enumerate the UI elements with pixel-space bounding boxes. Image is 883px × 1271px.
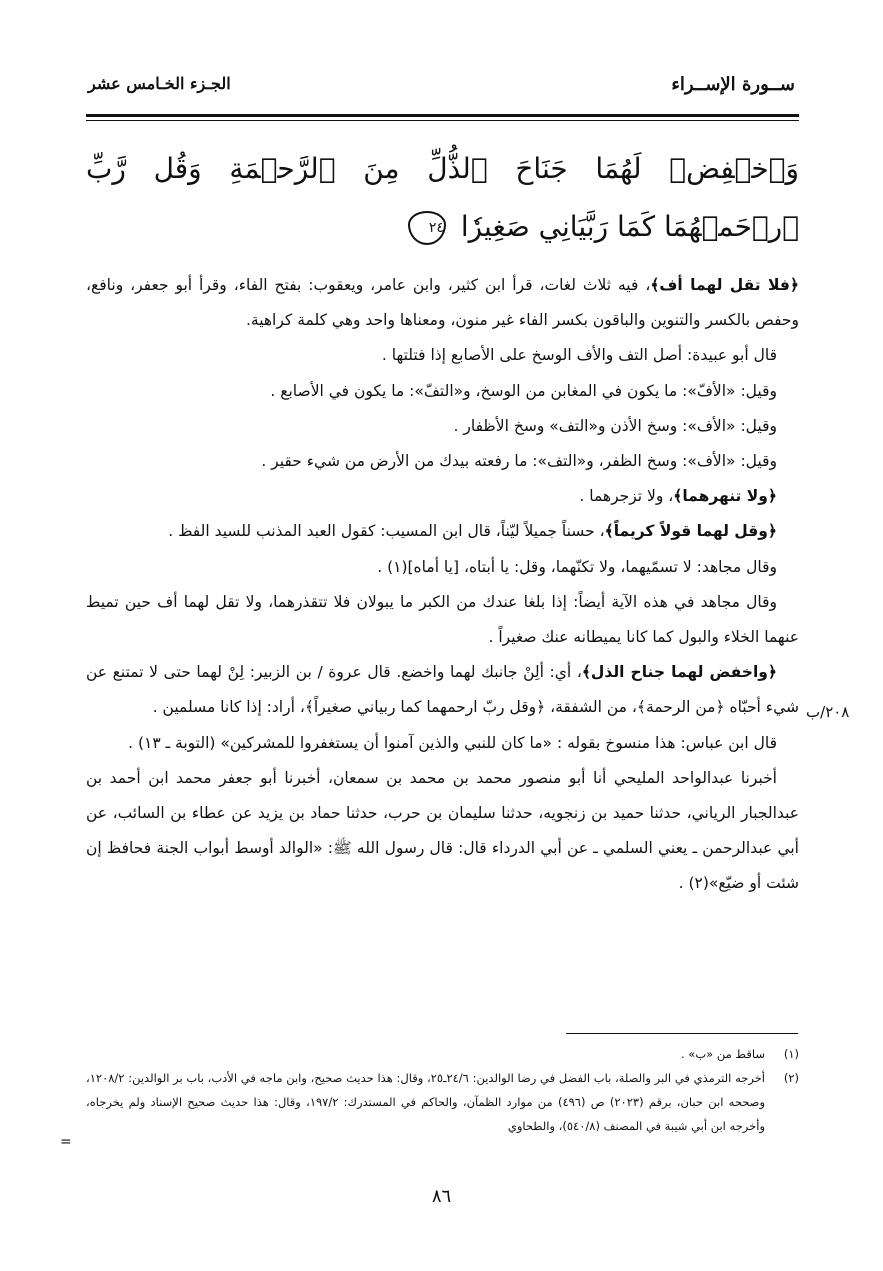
paragraph-text: قال أبو عبيدة: أصل التف والأف الوسخ على الأصابع إذا فتلتها . [381, 346, 777, 365]
paragraph-text: وقال مجاهد في هذه الآية أيضاً: إذا بلغا عندك من الكبر ما يبولان فلا تتقذرهما، ولا تقل لهما أف حين تميط عنهما الخلاء والبول كما كانا يميطانه عنك صغيراً . [86, 592, 799, 647]
paragraph-text: ، أي: ألِنْ جانبك لهما واخضع. قال عروة / بن الزبير: لِنْ لهما حتى لا تمتنع عن شيء أحبّاه ﴿من الرحمة﴾، من الشفقة، ﴿وقل ربّ ارحمهما كما ربياني صغيراً﴾، أراد: إذا كانا مسلمين . [86, 663, 799, 717]
paragraph [86, 409, 799, 444]
footnote [86, 1042, 799, 1066]
quoted-verse: ﴿وقل لهما قولاً كريماً﴾ [604, 522, 777, 541]
paragraph [86, 479, 799, 514]
quoted-verse: ﴿فلا تقل لهما أف﴾ [650, 276, 799, 294]
footnote-continuation-mark: = [60, 1134, 72, 1150]
footnote [86, 1066, 799, 1138]
paragraph-text: وقيل: «الأف»: وسخ الأذن و«التف» وسخ الأظفار . [453, 416, 777, 435]
header-rule-thin [86, 120, 799, 121]
paragraph [86, 338, 799, 373]
footnotes [86, 1042, 799, 1138]
footnote-number: (١) [783, 1047, 799, 1061]
verse-text: وَٱخۡفِضۡ لَهُمَا جَنَاحَ ٱلذُّلِّ مِنَ ٱلرَّحۡمَةِ وَقُل رَّبِّ ٱرۡحَمۡهُمَا كَمَا رَبَّيَانِي صَغِيرٗا [86, 152, 799, 243]
page-number: ٨٦ [431, 1186, 452, 1207]
running-header-juz: الجـزء الخـامس عشر [88, 74, 231, 93]
paragraph-text: قال ابن عباس: هذا منسوخ بقوله : «ما كان للنبي والذين آمنوا أن يستغفروا للمشركين» (التوبة ـ ١٣) . [128, 733, 777, 752]
footnote-rule [566, 1033, 798, 1034]
paragraph [86, 514, 799, 549]
quoted-verse: ﴿واخفض لهما جناح الذل﴾ [581, 663, 777, 682]
paragraph [86, 655, 799, 725]
paragraph [86, 444, 799, 479]
paragraph-text: وقيل: «الأف»: وسخ الظفر، و«التف»: ما رفعته بيدك من الأرض من شيء حقير . [261, 452, 777, 471]
paragraph-text: ، ولا تزجرهما . [579, 487, 674, 506]
quran-verse [86, 140, 799, 256]
footnote-text: ساقط من «ب» . [681, 1047, 765, 1061]
running-header-surah: ســورة الإســراء [671, 74, 795, 95]
quoted-verse: ﴿ولا تنهرهما﴾ [673, 487, 777, 506]
header-rule [86, 114, 799, 117]
paragraph-text: ، حسناً جميلاً ليّناً، قال ابن المسيب: كقول العبد المذنب للسيد الفظ . [168, 522, 605, 541]
paragraph [86, 761, 799, 902]
paragraph [86, 726, 799, 761]
ayah-number-marker: ٢٤ [408, 211, 446, 245]
paragraph-text: وقيل: «الأفّ»: ما يكون في المغابن من الوسخ، و«التفّ»: ما يكون في الأصابع . [270, 381, 777, 400]
manuscript-folio-note: ٢٠٨/ب [806, 703, 850, 721]
paragraph [86, 550, 799, 585]
paragraph [86, 268, 799, 338]
paragraph [86, 585, 799, 655]
paragraph-text: وقال مجاهد: لا تسمّيهما، ولا تكنّهما، وقل: يا أبتاه، [يا أماه](١) . [377, 557, 777, 576]
footnote-number: (٢) [783, 1071, 799, 1085]
footnote-text: أخرجه الترمذي في البر والصلة، باب الفضل في رضا الوالدين: ٢٤/٦ـ٢٥، وقال: هذا حديث صحيح، وابن ماجه في الأدب، باب بر الوالدين: ١٢٠٨/٢، وصححه ابن حبان، برقم (٢٠٢٣) ص (٤٩٦) من موارد الظمآن، والحاكم في المستدرك: ١٩٧/٢، وقال: هذا حديث صحيح الإسناد ولم يخرجاه، وأخرجه ابن أبي شيبة في المصنف (٥٤٠/٨)، والطحاوي [86, 1071, 766, 1133]
paragraph-text: ، فيه ثلاث لغات، قرأ ابن كثير، وابن عامر، ويعقوب: بفتح الفاء، وقرأ أبو جعفر، ونافع، وحفص بالكسر والتنوين والباقون بكسر الفاء غير منون، ومعناها واحد وهي كلمة كراهية. [86, 276, 799, 330]
commentary-body [86, 268, 799, 902]
paragraph [86, 374, 799, 409]
paragraph-text: أخبرنا عبدالواحد المليحي أنا أبو منصور محمد بن محمد بن سمعان، أخبرنا أبو جعفر محمد ابن أحمد بن عبدالجبار الرياني، حدثنا حميد بن زنجويه، حدثنا سليمان بن حرب، حدثنا حماد بن يزيد عن عطاء بن السائب، عن أبي عبدالرحمن ـ يعني السلمي ـ عن أبي الدرداء قال: قال رسول الله ﷺ: «الوالد أوسط أبواب الجنة فحافظ إن شئت أو ضيّع»(٢) . [86, 768, 799, 893]
